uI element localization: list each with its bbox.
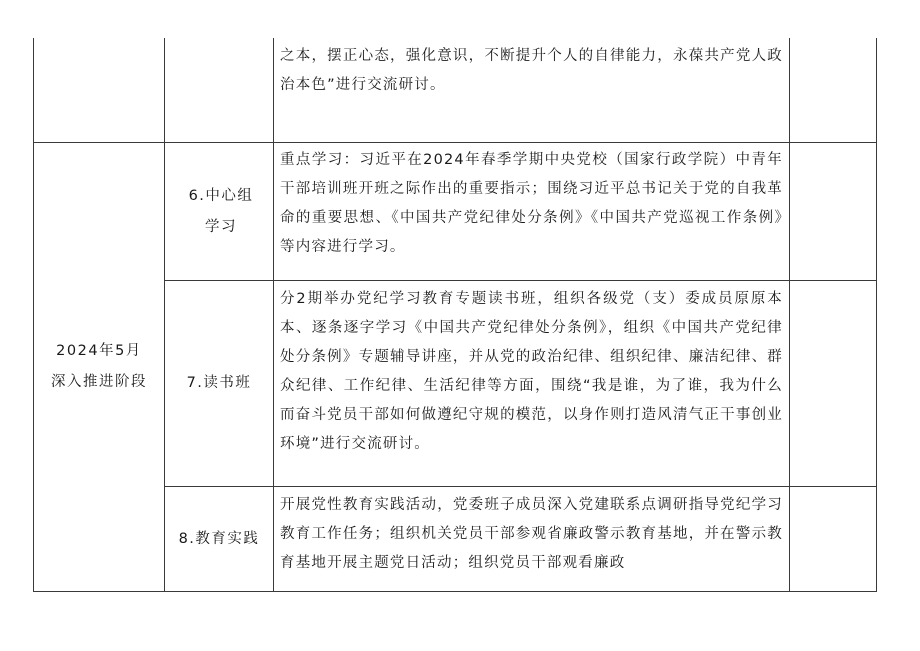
stage-cell: [34, 143, 164, 591]
stage-name: 深入推进阶段: [51, 374, 147, 390]
item-label-text: 6.中心组学习: [188, 187, 254, 235]
item-label: [165, 487, 273, 591]
item-label-text: 8.教育实践: [178, 530, 260, 547]
item-content: 重点学习：习近平在2024年春季学期中央党校（国家行政学院）中青年干部培训班开班之际作出的重要指示；围绕习近平总书记关于党的自我革命的重要思想、《中国共产党纪律处分条例》《中国共产党巡视工作条例》等内容进行学习。: [280, 152, 783, 255]
table-border-bottom: [33, 591, 877, 592]
table-border-right: [876, 38, 877, 592]
item-label: [165, 281, 273, 486]
item-label: [186, 143, 256, 280]
column-divider-3: [789, 38, 790, 592]
item-content: 分2期举办党纪学习教育专题读书班，组织各级党（支）委成员原原本本、逐条逐字学习《中国共产党纪律处分条例》，组织《中国共产党纪律处分条例》专题辅导讲座，并从党的政治纪律、组织纪律、廉洁纪律、群众纪律、工作纪律、生活纪律等方面，围绕“我是谁，为了谁，我为什么而奋斗党员干部如何做遵纪守规的模范，以身作则打造风清气正干事创业环境”进行交流研讨。: [280, 291, 783, 452]
item-label-text: 7.读书班: [186, 375, 252, 391]
row-content-continued: 之本，摆正心态，强化意识，不断提升个人的自律能力，永葆共产党人政治本色”进行交流研讨。: [280, 48, 783, 93]
item-content: 开展党性教育实践活动，党委班子成员深入党建联系点调研指导党纪学习教育工作任务；组织机关党员干部参观省廉政警示教育基地，并在警示教育基地开展主题党日活动；组织党员干部观看廉政: [280, 497, 783, 571]
stage-date: 2024年5月: [56, 343, 142, 359]
